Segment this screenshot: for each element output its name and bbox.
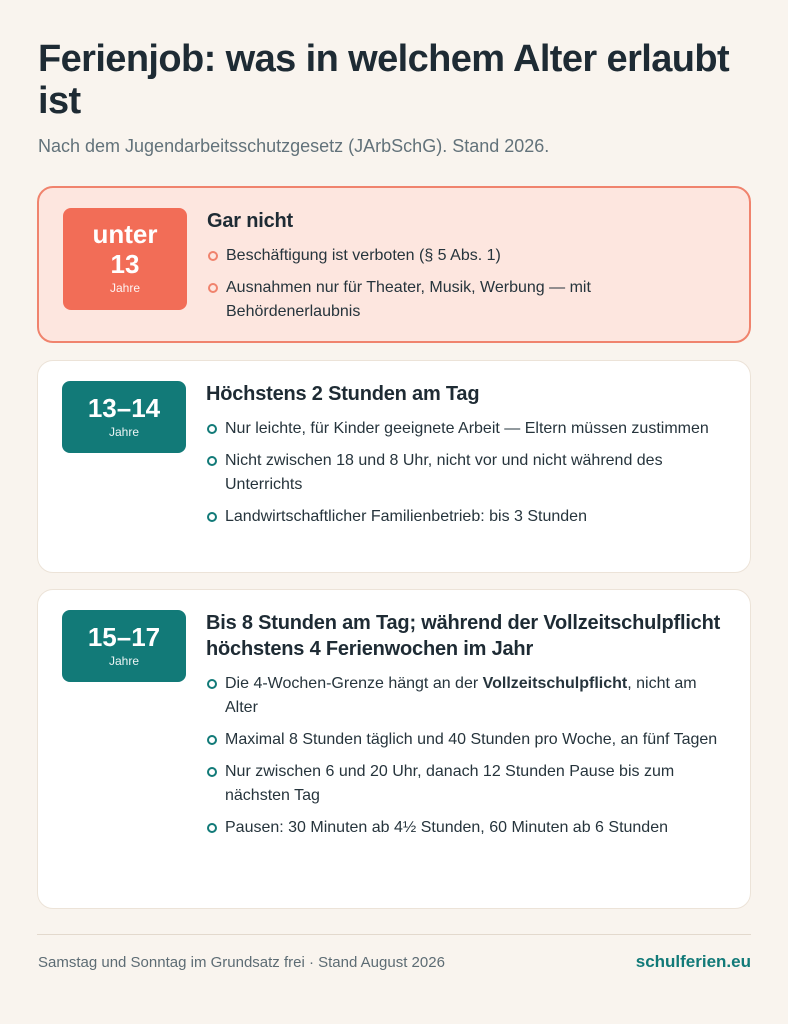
- bullet-circle-icon: [208, 251, 218, 261]
- rule-item: [206, 505, 726, 529]
- card-body: [206, 381, 726, 537]
- footer-divider: [37, 934, 751, 935]
- rule-text-emphasis: Vollzeitschulpflicht: [482, 675, 628, 692]
- age-badge-value: 13–14: [87, 393, 161, 423]
- page-subtitle: Nach dem Jugendarbeitsschutzgesetz (JArbSchG). Stand 2026.: [38, 136, 550, 156]
- age-badge: [63, 208, 187, 310]
- bullet-circle-icon: [208, 283, 218, 293]
- footer-note: Samstag und Sonntag im Grundsatz frei · Stand August 2026: [38, 954, 445, 971]
- rule-item: [206, 417, 726, 441]
- rule-text: Landwirtschaftlicher Familienbetrieb: bis 3 Stunden: [225, 508, 587, 525]
- rule-text: Ausnahmen nur für Theater, Musik, Werbung — mit Behördenerlaubnis: [226, 279, 591, 320]
- card-heading: Gar nicht: [207, 210, 293, 232]
- rule-list: [207, 244, 725, 324]
- rule-item: [206, 449, 726, 497]
- bullet-circle-icon: [207, 767, 217, 777]
- rule-text: Maximal 8 Stunden täglich und 40 Stunden pro Woche, an fünf Tagen: [225, 731, 718, 748]
- rule-text: Beschäftigung ist verboten (§ 5 Abs. 1): [226, 247, 501, 264]
- rule-item: [206, 816, 726, 840]
- brand-link[interactable]: schulferien.eu: [635, 952, 751, 971]
- rule-item: [206, 672, 726, 720]
- card-heading: Höchstens 2 Stunden am Tag: [206, 383, 480, 405]
- bullet-circle-icon: [207, 735, 217, 745]
- bullet-circle-icon: [207, 424, 217, 434]
- rule-item: [207, 244, 725, 268]
- card-body: [207, 208, 725, 332]
- page-title: Ferienjob: was in welchem Alter erlaubt ist: [38, 38, 730, 122]
- bullet-circle-icon: [207, 679, 217, 689]
- age-card-13-14: [37, 360, 751, 573]
- rule-text: Nur zwischen 6 und 20 Uhr, danach 12 Stunden Pause bis zum nächsten Tag: [225, 763, 675, 804]
- rule-text: Nicht zwischen 18 und 8 Uhr, nicht vor und nicht während des Unterrichts: [225, 452, 663, 493]
- age-badge-unit: Jahre: [108, 425, 140, 439]
- rule-text-part: Die 4-Wochen-Grenze hängt an der: [225, 675, 483, 692]
- bullet-circle-icon: [207, 823, 217, 833]
- bullet-circle-icon: [207, 512, 217, 522]
- age-badge-value: unter 13: [92, 219, 158, 279]
- rule-text: Pausen: 30 Minuten ab 4½ Stunden, 60 Minuten ab 6 Stunden: [225, 819, 668, 836]
- rule-text-part: , nicht am Alter: [225, 675, 697, 716]
- age-card-15-17: [37, 589, 751, 909]
- rule-list: [206, 417, 726, 529]
- age-badge: [62, 610, 186, 682]
- bullet-circle-icon: [207, 456, 217, 466]
- age-badge-value: 15–17: [87, 622, 161, 652]
- card-body: [206, 610, 726, 848]
- rule-item: [207, 276, 725, 324]
- rule-list: [206, 672, 726, 840]
- card-heading: Bis 8 Stunden am Tag; während der Vollzeitschulpflicht höchstens 4 Ferienwochen im Jahr: [206, 612, 721, 660]
- rule-item: [206, 728, 726, 752]
- age-badge-unit: Jahre: [109, 281, 141, 295]
- age-card-under-13: [37, 186, 751, 343]
- rule-item: [206, 760, 726, 808]
- rule-text: Nur leichte, für Kinder geeignete Arbeit — Eltern müssen zustimmen: [225, 420, 709, 437]
- age-badge: [62, 381, 186, 453]
- age-badge-unit: Jahre: [108, 654, 140, 668]
